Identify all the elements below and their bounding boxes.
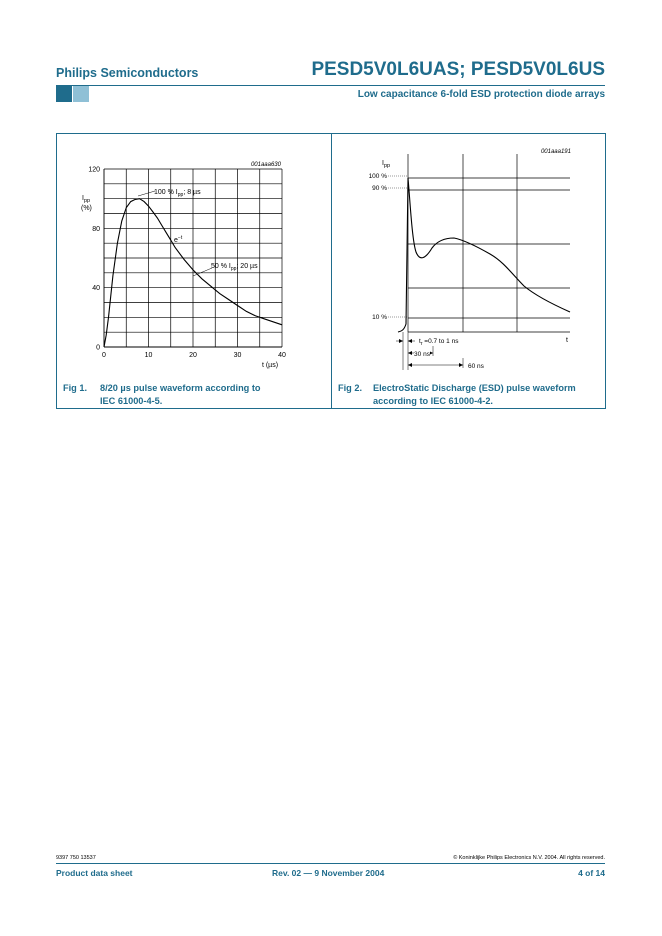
figure2-caption-number: Fig 2. bbox=[338, 383, 362, 393]
figure2-caption bbox=[338, 382, 603, 408]
figure2-waveform bbox=[398, 178, 570, 332]
figure1-x-tick-label: 0 bbox=[102, 352, 106, 359]
figure2-dim-30: 30 ns bbox=[414, 351, 430, 358]
doc-number: 9397 750 13537 bbox=[56, 855, 96, 861]
figure1-y-label: $I_{pp}$ bbox=[82, 195, 91, 204]
figure1-exp-annotation: $e^{-t}$ bbox=[174, 235, 183, 244]
figure2-chart bbox=[340, 140, 602, 375]
figure2-grid bbox=[408, 154, 570, 332]
figure1-code: 001aaa630 bbox=[250, 162, 281, 168]
figure1-y-unit: (%) bbox=[81, 205, 92, 212]
company-name: Philips Semiconductors bbox=[56, 66, 199, 80]
figure1-peak-leader bbox=[138, 191, 155, 196]
figure1-x-tick-label: 30 bbox=[233, 352, 242, 359]
figure1-x-tick-label: 10 bbox=[144, 352, 153, 359]
figure2-tick-100: 100 % bbox=[368, 173, 387, 180]
figure1-x-tick-label: 40 bbox=[278, 352, 286, 359]
figure1-chart bbox=[60, 150, 330, 375]
figure2-tick-10: 10 % bbox=[372, 314, 387, 321]
figure1-y-tick-label: 80 bbox=[92, 225, 100, 233]
figure1-y-tick-label: 40 bbox=[92, 285, 100, 293]
figure2-y-label: $I_{pp}$ bbox=[382, 160, 391, 169]
figure2-code: 001aaa191 bbox=[540, 149, 571, 155]
figure2-dim-60: 60 ns bbox=[468, 363, 484, 370]
figure1-x-tick-label: 20 bbox=[189, 352, 197, 359]
revision: Rev. 02 — 9 November 2004 bbox=[272, 868, 385, 878]
figure1-peak-annotation: 100 % $I_{pp}$; 8 µs bbox=[154, 189, 201, 198]
page-number: 4 of 14 bbox=[578, 868, 605, 878]
figure1-caption-number: Fig 1. bbox=[63, 383, 87, 393]
figure1-x-label: t (µs) bbox=[261, 362, 279, 369]
part-numbers: PESD5V0L6UAS; PESD5V0L6US bbox=[311, 59, 605, 80]
doc-type: Product data sheet bbox=[56, 868, 133, 878]
copyright-notice: © Koninklijke Philips Electronics N.V. 2004. All rights reserved. bbox=[453, 855, 605, 861]
brand-square-light bbox=[73, 86, 89, 102]
figure2-x-label: t bbox=[566, 337, 568, 344]
figure-divider bbox=[331, 134, 332, 408]
figure1-caption-text: 8/20 µs pulse waveform according to IEC 61000-4-5. bbox=[100, 383, 261, 406]
document-subtitle: Low capacitance 6-fold ESD protection diode arrays bbox=[357, 89, 605, 100]
footer-rule bbox=[56, 863, 605, 864]
figure1-caption bbox=[63, 382, 328, 408]
figure2-caption-text: ElectroStatic Discharge (ESD) pulse waveform according to IEC 61000-4-2. bbox=[373, 383, 576, 406]
header-rule bbox=[56, 85, 605, 86]
figure2-rise-time: $t_r =0.7$ to 1 ns bbox=[419, 338, 459, 347]
brand-square-dark bbox=[56, 86, 72, 102]
figure1-y-tick-label: 0 bbox=[96, 344, 100, 352]
figure1-y-tick-label: 120 bbox=[88, 166, 100, 174]
figure1-half-annotation: 50 % $I_{pp}$; 20 µs bbox=[211, 263, 258, 272]
figure2-tick-90: 90 % bbox=[372, 185, 387, 192]
